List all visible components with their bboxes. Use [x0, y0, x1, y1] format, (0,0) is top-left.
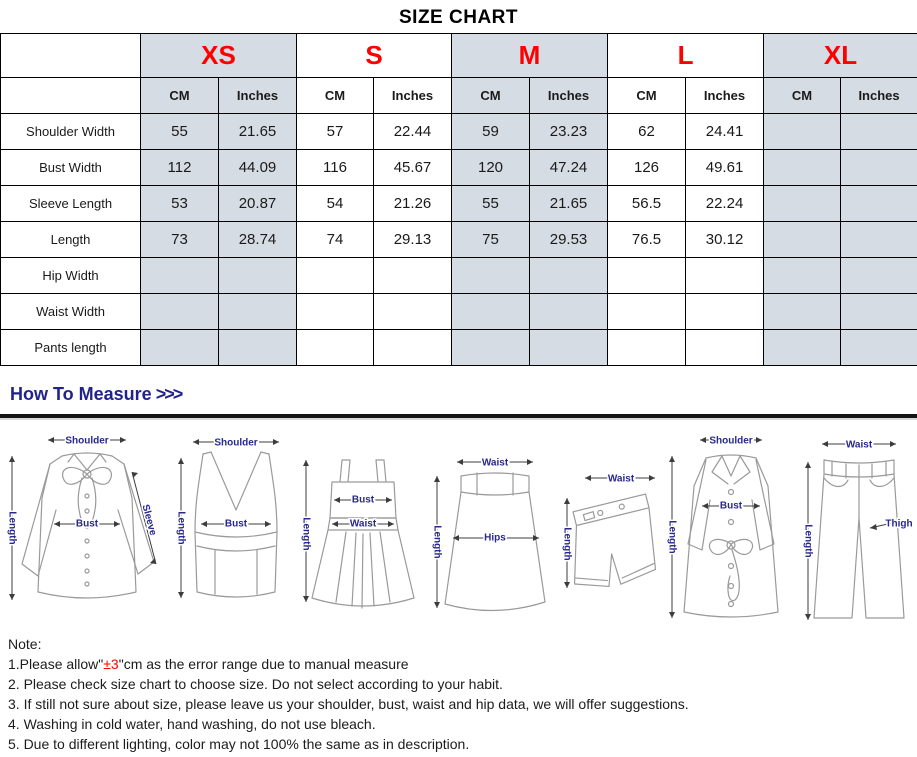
- note-line-2: 2. Please check size chart to choose size. Do not select according to your habit.: [8, 676, 503, 692]
- size-value-cell: 24.41: [686, 114, 764, 150]
- table-row: [1, 294, 917, 330]
- size-value-cell: 22.24: [686, 186, 764, 222]
- corner-cell: [1, 34, 141, 78]
- size-value-cell: [764, 258, 841, 294]
- size-value-cell: 55: [141, 114, 219, 150]
- unit-inches: Inches: [841, 78, 917, 114]
- measure-label-shoulder: Shoulder: [213, 437, 258, 449]
- size-header-s: S: [297, 34, 452, 78]
- figure-pants: [800, 432, 915, 630]
- size-value-cell: 56.5: [608, 186, 686, 222]
- how-to-measure-heading: [0, 384, 917, 408]
- size-value-cell: [452, 258, 530, 294]
- size-header-row: [1, 34, 917, 78]
- size-value-cell: 76.5: [608, 222, 686, 258]
- size-value-cell: 22.44: [374, 114, 452, 150]
- measure-label-waist: Waist: [845, 439, 873, 451]
- size-value-cell: [297, 258, 374, 294]
- size-value-cell: 21.65: [219, 114, 297, 150]
- size-value-cell: [764, 294, 841, 330]
- measure-label-length: Length: [300, 517, 312, 551]
- unit-cm: CM: [764, 78, 841, 114]
- size-value-cell: [297, 330, 374, 366]
- size-value-cell: [219, 330, 297, 366]
- size-header-xl: XL: [764, 34, 917, 78]
- tolerance-value: ±3: [103, 656, 119, 672]
- size-value-cell: 29.53: [530, 222, 608, 258]
- size-value-cell: [452, 294, 530, 330]
- how-to-measure-label: How To Measure: [10, 384, 152, 404]
- size-value-cell: [764, 114, 841, 150]
- size-value-cell: 62: [608, 114, 686, 150]
- measure-label-bust: Bust: [351, 494, 375, 506]
- notes-heading: Note:: [8, 636, 42, 652]
- unit-cm: CM: [141, 78, 219, 114]
- size-value-cell: [452, 330, 530, 366]
- chevrons-icon: >>>: [155, 384, 182, 404]
- size-value-cell: [141, 294, 219, 330]
- size-value-cell: [686, 294, 764, 330]
- size-value-cell: 120: [452, 150, 530, 186]
- size-table: [0, 33, 917, 366]
- size-value-cell: [764, 330, 841, 366]
- unit-inches: Inches: [530, 78, 608, 114]
- size-value-cell: [841, 186, 917, 222]
- unit-inches: Inches: [374, 78, 452, 114]
- size-value-cell: [219, 294, 297, 330]
- row-label: Hip Width: [1, 258, 141, 294]
- size-value-cell: 44.09: [219, 150, 297, 186]
- row-label: Pants length: [1, 330, 141, 366]
- measure-label-thigh: Thigh: [885, 518, 913, 530]
- size-value-cell: 126: [608, 150, 686, 186]
- units-header-row: [1, 78, 917, 114]
- figure-tank-top: [173, 430, 298, 625]
- size-value-cell: [686, 330, 764, 366]
- unit-cm: CM: [452, 78, 530, 114]
- size-value-cell: 59: [452, 114, 530, 150]
- size-value-cell: [608, 294, 686, 330]
- measure-label-waist: Waist: [349, 518, 377, 530]
- size-value-cell: [841, 294, 917, 330]
- size-value-cell: [219, 258, 297, 294]
- size-value-cell: 74: [297, 222, 374, 258]
- measure-label-hips: Hips: [483, 532, 506, 544]
- row-label: Sleeve Length: [1, 186, 141, 222]
- size-value-cell: [530, 294, 608, 330]
- table-row: [1, 330, 917, 366]
- size-value-cell: [608, 330, 686, 366]
- measure-label-waist: Waist: [481, 457, 508, 469]
- measure-label-sleeve: Sleeve: [139, 503, 159, 537]
- page-title: SIZE CHART: [399, 7, 518, 28]
- size-value-cell: 21.26: [374, 186, 452, 222]
- size-value-cell: [764, 150, 841, 186]
- size-value-cell: 47.24: [530, 150, 608, 186]
- unit-cm: CM: [297, 78, 374, 114]
- row-label: Shoulder Width: [1, 114, 141, 150]
- row-label: Bust Width: [1, 150, 141, 186]
- size-value-cell: [297, 294, 374, 330]
- measure-label-shoulder: Shoulder: [708, 435, 753, 447]
- size-value-cell: 55: [452, 186, 530, 222]
- size-value-cell: [530, 330, 608, 366]
- size-value-cell: [841, 114, 917, 150]
- measure-label-length: Length: [802, 524, 814, 558]
- unit-inches: Inches: [219, 78, 297, 114]
- size-value-cell: [374, 294, 452, 330]
- size-header-xs: XS: [141, 34, 297, 78]
- size-value-cell: 57: [297, 114, 374, 150]
- size-value-cell: 29.13: [374, 222, 452, 258]
- note-line-4: 4. Washing in cold water, hand washing, do not use bleach.: [8, 716, 376, 732]
- size-value-cell: 54: [297, 186, 374, 222]
- size-value-cell: [686, 258, 764, 294]
- figure-blouse: [2, 426, 172, 626]
- figure-skirt: [429, 452, 559, 622]
- size-value-cell: [764, 186, 841, 222]
- size-value-cell: [141, 258, 219, 294]
- size-header-l: L: [608, 34, 764, 78]
- size-value-cell: 21.65: [530, 186, 608, 222]
- size-value-cell: [374, 330, 452, 366]
- figure-shorts: [559, 468, 659, 618]
- measure-label-length: Length: [561, 527, 573, 561]
- figure-coat: [660, 428, 800, 626]
- size-value-cell: 28.74: [219, 222, 297, 258]
- size-value-cell: [841, 150, 917, 186]
- size-value-cell: [764, 222, 841, 258]
- measure-label-length: Length: [665, 520, 677, 554]
- corner-cell: [1, 78, 141, 114]
- measure-label-length: Length: [174, 511, 186, 545]
- size-table-body: [1, 114, 917, 366]
- row-label: Waist Width: [1, 294, 141, 330]
- row-label: Length: [1, 222, 141, 258]
- section-divider: [0, 414, 917, 418]
- size-value-cell: 30.12: [686, 222, 764, 258]
- size-value-cell: 112: [141, 150, 219, 186]
- measure-label-shoulder: Shoulder: [65, 435, 109, 447]
- note-line-5: 5. Due to different lighting, color may not 100% the same as in description.: [8, 736, 470, 752]
- unit-cm: CM: [608, 78, 686, 114]
- size-value-cell: [374, 258, 452, 294]
- figure-slip-dress: [298, 450, 428, 620]
- size-value-cell: [841, 330, 917, 366]
- table-row: [1, 186, 917, 222]
- table-row: [1, 258, 917, 294]
- size-value-cell: 49.61: [686, 150, 764, 186]
- note-line-1: 1.Please allow"±3"cm as the error range due to manual measure: [8, 656, 409, 672]
- table-row: [1, 150, 917, 186]
- measure-label-length: Length: [6, 511, 18, 545]
- notes-section: [0, 634, 917, 754]
- measure-label-bust: Bust: [224, 518, 247, 530]
- size-value-cell: 45.67: [374, 150, 452, 186]
- unit-inches: Inches: [686, 78, 764, 114]
- size-value-cell: 73: [141, 222, 219, 258]
- size-value-cell: 53: [141, 186, 219, 222]
- measure-label-bust: Bust: [719, 500, 742, 512]
- size-value-cell: [530, 258, 608, 294]
- measure-label-length: Length: [430, 525, 442, 559]
- size-value-cell: 116: [297, 150, 374, 186]
- size-value-cell: 23.23: [530, 114, 608, 150]
- size-value-cell: 20.87: [219, 186, 297, 222]
- size-value-cell: [841, 258, 917, 294]
- size-value-cell: [841, 222, 917, 258]
- measure-figures: [0, 426, 917, 630]
- table-row: [1, 114, 917, 150]
- size-value-cell: [141, 330, 219, 366]
- note-line-3: 3. If still not sure about size, please leave us your shoulder, bust, waist and hip data, we will offer suggestions.: [8, 696, 689, 712]
- measure-label-waist: Waist: [607, 473, 635, 485]
- size-header-m: M: [452, 34, 608, 78]
- size-value-cell: [608, 258, 686, 294]
- measure-label-bust: Bust: [75, 518, 99, 530]
- size-value-cell: 75: [452, 222, 530, 258]
- table-row: [1, 222, 917, 258]
